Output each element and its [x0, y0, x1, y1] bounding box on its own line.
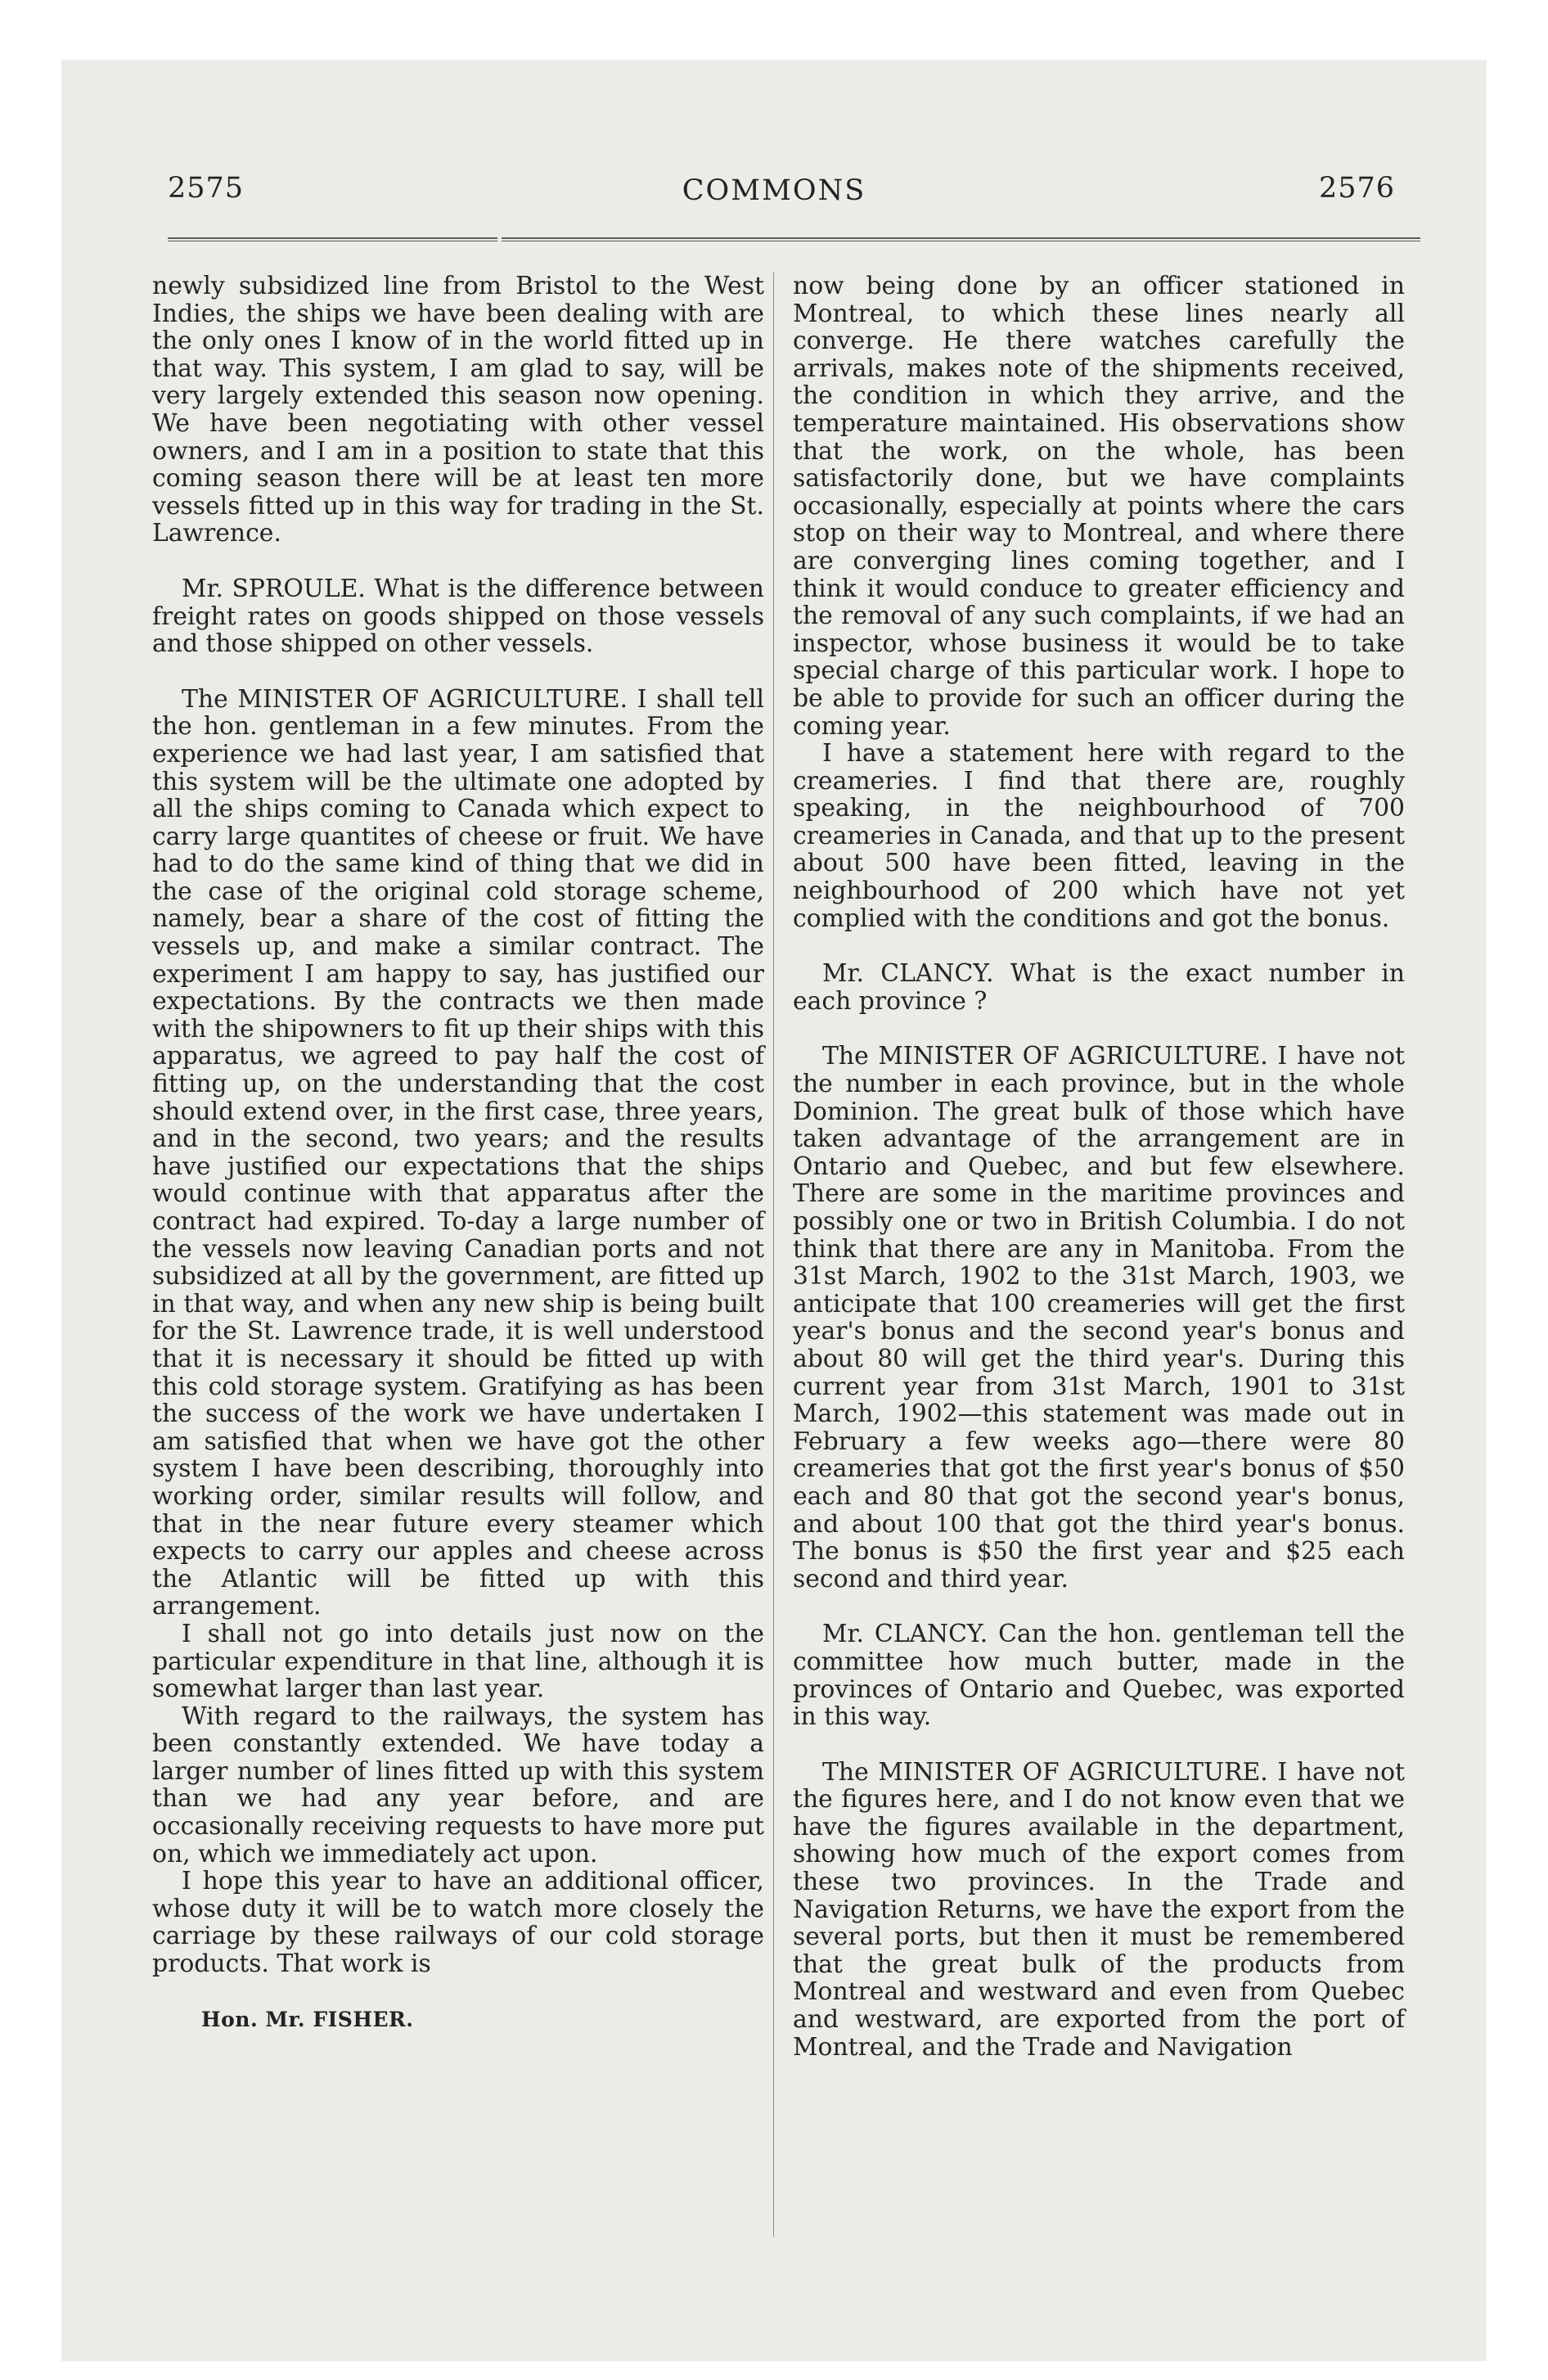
paragraph: Mr. CLANCY. What is the exact number in each province ?: [793, 959, 1405, 1016]
page-number-right: 2576: [1319, 172, 1396, 205]
speaker-footer: Hon. Mr. FISHER.: [201, 2007, 414, 2031]
paragraph: Mr. SPROULE. What is the difference between freight rates on goods shipped on those vessels and those shipped on other vessels.: [152, 574, 764, 659]
paragraph: The MINISTER OF AGRICULTURE. I have not the figures here, and I do not know even that we have the figures available in the department, showing how much of the export comes from these two provinces. In the Trade and Navigation Returns, we have the export from the several ports, but then it must be remembered that the great bulk of the products from Montreal and westward and even from Quebec and westward, are exported from the port of Montreal, and the Trade and Navigation: [793, 1757, 1405, 2062]
running-head-title: COMMONS: [682, 174, 866, 207]
paragraph: newly subsidized line from Bristol to the West Indies, the ships we have been dealing with are the only ones I know of in the world fitted up in that way. This system, I am glad to say, will be very largely extended this season now opening. We have been negotiating with other vessel owners, and I am in a position to state that this coming season there will be at least ten more vessels fitted up in this way for trading in the St. Lawrence.: [152, 272, 764, 548]
paragraph: The MINISTER OF AGRICULTURE. I have not the number in each province, but in the whole Dominion. The great bulk of those which have taken advantage of the arrangement are in Ontario and Quebec, and but few elsewhere. There are some in the maritime provinces and possibly one or two in British Columbia. I do not think that there are any in Manitoba. From the 31st March, 1902 to the 31st March, 1903, we anticipate that 100 creameries will get the first year's bonus and the second year's bonus and about 80 will get the third year's. During this current year from 31st March, 1901 to 31st March, 1902—this statement was made out in February a few weeks ago—there were 80 creameries that got the first year's bonus of $50 each and 80 that got the second year's bonus, and about 100 that got the third year's bonus. The bonus is $50 the first year and $25 each second and third year.: [793, 1042, 1405, 1593]
column-divider: [773, 273, 774, 2237]
right-text-column: [793, 273, 1405, 2061]
paragraph: The MINISTER OF AGRICULTURE. I shall tell the hon. gentleman in a few minutes. From the experience we had last year, I am satisfied that this system will be the ultimate one adopted by all the ships coming to Canada which expect to carry large quantites of cheese or fruit. We have had to do the same kind of thing that we did in the case of the original cold storage scheme, namely, bear a share of the cost of fitting the vessels up, and make a similar contract. The experiment I am happy to say, has justified our expectations. By the contracts we then made with the shipowners to fit up their ships with this apparatus, we agreed to pay half the cost of fitting up, on the understanding that the cost should extend over, in the first case, three years, and in the second, two years; and the results have justified our expectations that the ships would continue with that apparatus after the contract had expired. To-day a large number of the vessels now leaving Canadian ports and not subsidized at all by the government, are fitted up in that way, and when any new ship is being built for the St. Lawrence trade, it is well understood that it is necessary it should be fitted up with this cold storage system. Gratifying as has been the success of the work we have undertaken I am satisfied that when we have got the other system I have been describing, thoroughly into working order, similar results will follow, and that in the near future every steamer which expects to carry our apples and cheese across the Atlantic will be fitted up with this arrangement.: [152, 684, 764, 1621]
paragraph: With regard to the railways, the system has been constantly extended. We have today a larger number of lines fitted up with this system than we had any year before, and are occasionally receiving requests to have more put on, which we immediately act upon.: [152, 1702, 764, 1868]
page-number-left: 2575: [168, 172, 245, 205]
paragraph: now being done by an officer stationed in Montreal, to which these lines nearly all converge. He there watches carefully the arrivals, makes note of the shipments received, the condition in which they arrive, and the temperature maintained. His observations show that the work, on the whole, has been satisfactorily done, but we have complaints occasionally, especially at points where the cars stop on their way to Montreal, and where there are converging lines coming together, and I think it would conduce to greater efficiency and the removal of any such complaints, if we had an inspector, whose business it would be to take special charge of this particular work. I hope to be able to provide for such an officer during the coming year.: [793, 272, 1405, 741]
paragraph: I have a statement here with regard to the creameries. I find that there are, roughly speaking, in the neighbourhood of 700 creameries in Canada, and that up to the present about 500 have been fitted, leaving in the neighbourhood of 200 which have not yet complied with the conditions and got the bonus.: [793, 739, 1405, 933]
paragraph: Mr. CLANCY. Can the hon. gentleman tell the committee how much butter, made in the provinces of Ontario and Quebec, was exported in this way.: [793, 1620, 1405, 1732]
left-text-column: [152, 273, 764, 2033]
header-rule-left: [168, 237, 497, 241]
paragraph: I hope this year to have an additional officer, whose duty it will be to watch more closely the carriage by these railways of our cold storage products. That work is: [152, 1867, 764, 1979]
paragraph: I shall not go into details just now on the particular expenditure in that line, although it is somewhat larger than last year.: [152, 1619, 764, 1704]
header-rule-right: [502, 237, 1420, 241]
